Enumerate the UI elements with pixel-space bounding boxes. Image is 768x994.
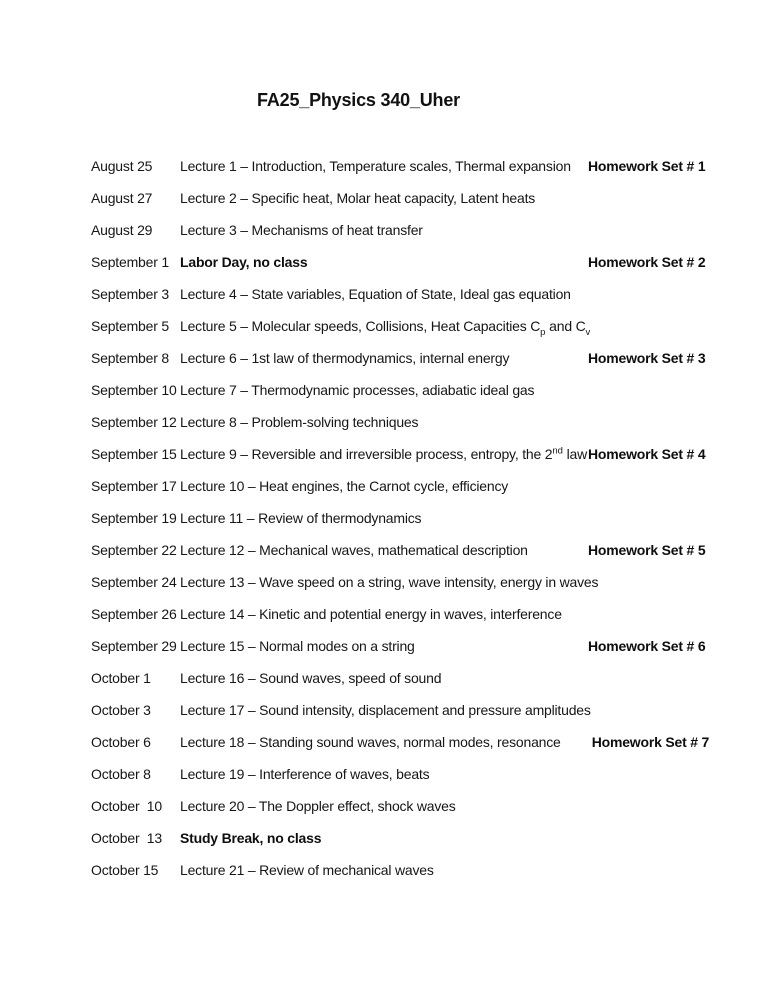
schedule-row: [91, 598, 707, 630]
lecture-text: Lecture 3 – Mechanisms of heat transfer: [180, 222, 423, 238]
sub-text: p: [540, 326, 546, 338]
sup-text: nd: [552, 445, 563, 457]
date-cell: September 19: [91, 510, 177, 526]
schedule-row: [91, 790, 707, 822]
schedule-row: [91, 214, 707, 246]
schedule-row: [91, 694, 707, 726]
homework-label: Homework Set # 7: [588, 734, 710, 750]
date-cell: September 12: [91, 414, 177, 430]
schedule-row: [91, 438, 707, 470]
homework-label: Homework Set # 1: [588, 158, 706, 174]
date-cell: October 6: [91, 734, 151, 750]
homework-label: Homework Set # 6: [588, 638, 706, 654]
lecture-text: Study Break, no class: [180, 830, 322, 846]
schedule-row: [91, 502, 707, 534]
schedule-row: [91, 662, 707, 694]
date-cell: October 3: [91, 702, 151, 718]
schedule-row: [91, 246, 707, 278]
date-cell: September 24: [91, 574, 177, 590]
schedule-row: [91, 726, 710, 758]
lecture-text: Lecture 14 – Kinetic and potential energy in waves, interference: [180, 606, 562, 622]
schedule-row: [91, 470, 707, 502]
lecture-text: Lecture 10 – Heat engines, the Carnot cycle, efficiency: [180, 478, 509, 494]
schedule-row: [91, 822, 707, 854]
lecture-text: Lecture 11 – Review of thermodynamics: [180, 510, 422, 526]
lecture-text: Lecture 13 – Wave speed on a string, wave intensity, energy in waves: [180, 574, 599, 590]
schedule-row: [91, 406, 707, 438]
date-cell: August 25: [91, 158, 153, 174]
schedule-row: [91, 310, 707, 342]
lecture-text: Lecture 1 – Introduction, Temperature scales, Thermal expansion: [180, 158, 571, 174]
lecture-text: Lecture 15 – Normal modes on a string: [180, 638, 415, 654]
schedule-row: [91, 342, 707, 374]
schedule-row: [91, 630, 707, 662]
date-cell: October 13: [91, 830, 162, 846]
lecture-text: Lecture 6 – 1st law of thermodynamics, internal energy: [180, 350, 510, 366]
schedule-row: [91, 854, 707, 886]
lecture-text: Lecture 19 – Interference of waves, beats: [180, 766, 430, 782]
homework-label: Homework Set # 3: [588, 350, 706, 366]
date-cell: October 15: [91, 862, 159, 878]
lecture-text: Lecture 17 – Sound intensity, displacement and pressure amplitudes: [180, 702, 591, 718]
schedule-row: [91, 566, 707, 598]
date-cell: September 1: [91, 254, 169, 270]
lecture-text: Lecture 2 – Specific heat, Molar heat capacity, Latent heats: [180, 190, 536, 206]
date-cell: September 15: [91, 446, 177, 462]
date-cell: October 10: [91, 798, 162, 814]
schedule-row: [91, 374, 707, 406]
schedule-row: [91, 758, 707, 790]
homework-label: Homework Set # 2: [588, 254, 706, 270]
sub-text: v: [585, 326, 591, 338]
date-cell: October 1: [91, 670, 151, 686]
date-cell: September 29: [91, 638, 177, 654]
lecture-text: Lecture 12 – Mechanical waves, mathematical description: [180, 542, 528, 558]
schedule: [91, 150, 710, 886]
date-cell: September 5: [91, 318, 169, 334]
lecture-text: Lecture 16 – Sound waves, speed of sound: [180, 670, 442, 686]
schedule-row: [91, 278, 707, 310]
homework-label: Homework Set # 5: [588, 542, 706, 558]
lecture-text: Lecture 7 – Thermodynamic processes, adiabatic ideal gas: [180, 382, 535, 398]
date-cell: September 3: [91, 286, 169, 302]
lecture-text: Lecture 18 – Standing sound waves, normal modes, resonance: [180, 734, 561, 750]
homework-label: Homework Set # 4: [588, 446, 706, 462]
date-cell: August 27: [91, 190, 153, 206]
lecture-text: Labor Day, no class: [180, 254, 308, 270]
date-cell: September 22: [91, 542, 177, 558]
date-cell: September 10: [91, 382, 177, 398]
date-cell: September 26: [91, 606, 177, 622]
date-cell: August 29: [91, 222, 153, 238]
lecture-text: Lecture 5 – Molecular speeds, Collisions, Heat Capacities $C_p$ and $C_v$: [180, 318, 591, 338]
lecture-text: Lecture 4 – State variables, Equation of State, Ideal gas equation: [180, 286, 571, 302]
lecture-text: Lecture 20 – The Doppler effect, shock waves: [180, 798, 456, 814]
date-cell: October 8: [91, 766, 151, 782]
lecture-text: Lecture 9 – Reversible and irreversible process, entropy, the 2nd law: [180, 445, 588, 462]
date-cell: September 8: [91, 350, 169, 366]
schedule-row: [91, 534, 707, 566]
lecture-text: Lecture 8 – Problem-solving techniques: [180, 414, 419, 430]
title-wrap: [91, 0, 626, 114]
lecture-text: Lecture 21 – Review of mechanical waves: [180, 862, 434, 878]
schedule-row: [91, 182, 707, 214]
date-cell: September 17: [91, 478, 177, 494]
page-title: FA25_Physics 340_Uher: [257, 90, 460, 110]
schedule-row: [91, 150, 707, 182]
